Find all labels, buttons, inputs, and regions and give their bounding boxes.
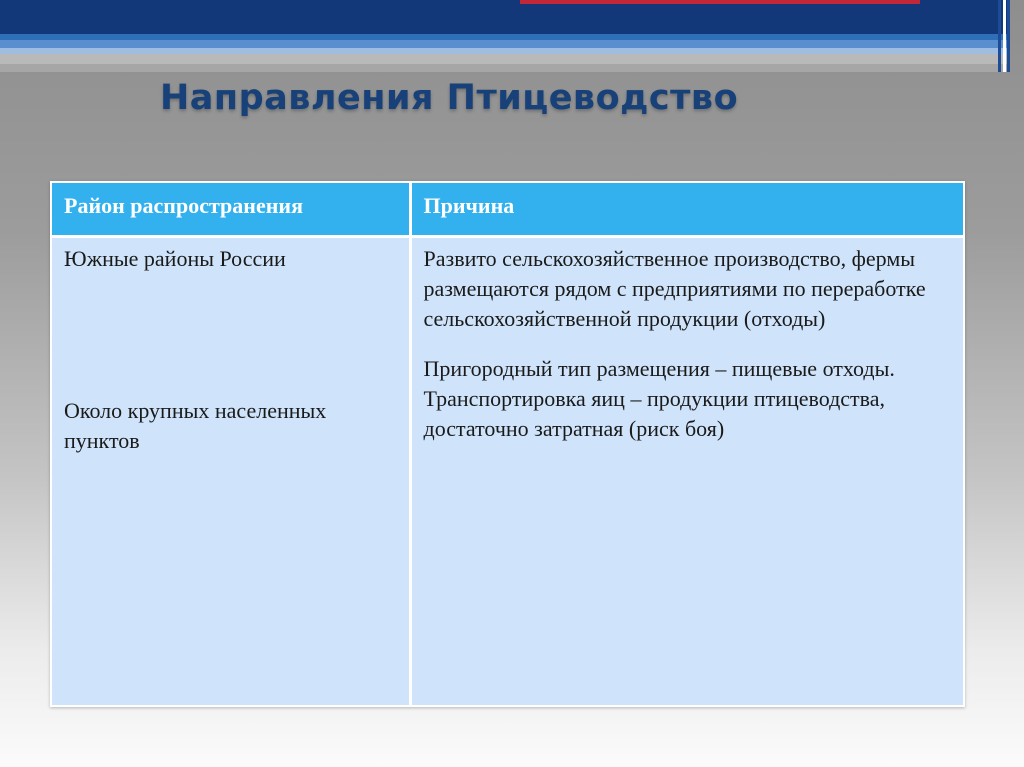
region-cell [52, 237, 410, 706]
placement-table [50, 181, 965, 707]
column-header-reason [410, 183, 963, 237]
column-header-label: Причина [423, 193, 515, 218]
decorative-stripe [0, 40, 1010, 48]
vertical-bar [998, 0, 1001, 72]
reason-text: Развито сельскохозяйственное производство, фермы размещаются рядом с предприятиями по переработке сельскохозяйственной продукции (отходы) [423, 246, 926, 331]
table-row [52, 237, 963, 706]
vertical-bar [1003, 0, 1006, 72]
column-header-label: Район распространения [64, 193, 303, 218]
decorative-vertical-bars [998, 0, 1010, 72]
header-accent-stripe [520, 0, 920, 4]
data-table [52, 183, 963, 705]
reason-text: Пригородный тип размещения – пищевые отходы. Транспортировка яиц – продукции птицеводства, достаточно затратная (риск боя) [423, 356, 895, 441]
vertical-bar [1007, 0, 1010, 72]
slide-title: Направления Птицеводство [160, 78, 739, 118]
column-header-region [52, 183, 410, 237]
cell-spacer [412, 334, 964, 348]
decorative-stripe [0, 54, 1010, 64]
cell-spacer [52, 274, 409, 390]
header-band [0, 0, 1010, 34]
region-text: Южные районы России [64, 246, 286, 271]
decorative-stripe [0, 64, 1010, 72]
region-text: Около крупных населенных пунктов [64, 398, 327, 453]
table-header-row [52, 183, 963, 237]
reason-cell [410, 237, 963, 706]
